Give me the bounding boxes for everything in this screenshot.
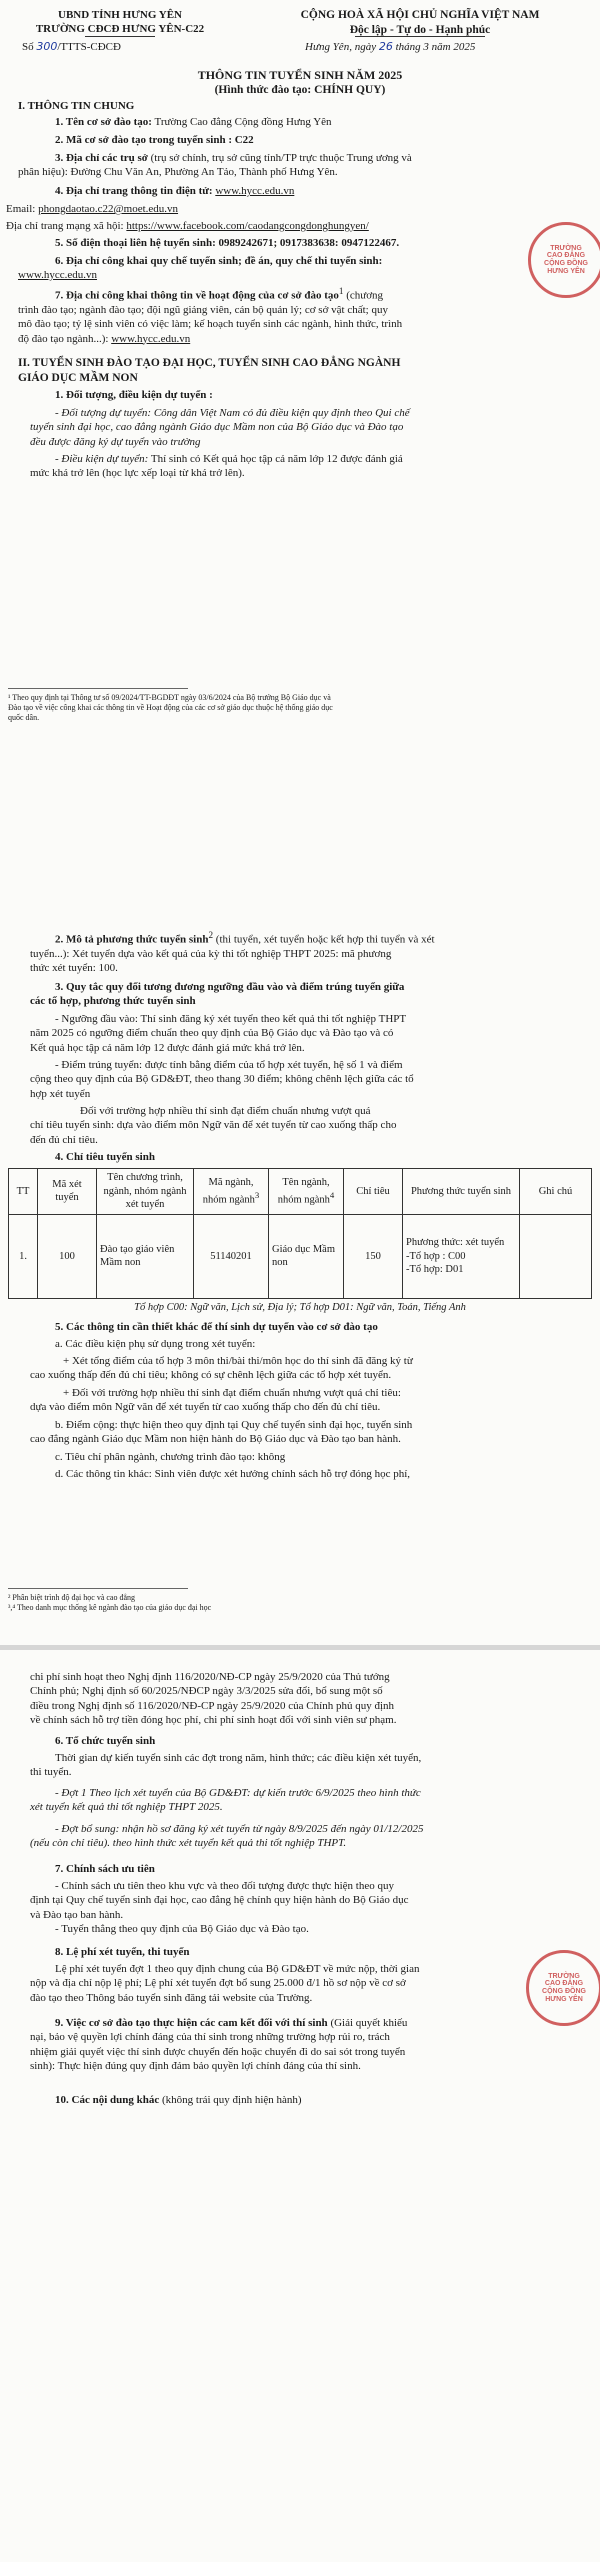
p2-line-1: chi phí sinh hoạt theo Nghị định 116/2020/NĐ-CP ngày 25/9/2020 của Thủ tướng bbox=[30, 1671, 390, 1683]
s2-line-1: (thi tuyển, xét tuyển hoặc kết hợp thi tuyển và xét bbox=[213, 933, 435, 946]
table-row bbox=[9, 1214, 592, 1298]
s6-round-1 bbox=[30, 1786, 583, 1815]
cell-quota: 150 bbox=[344, 1214, 403, 1298]
stamp-line-1: TRƯỜNG bbox=[550, 244, 582, 252]
nation-line-2: Độc lập - Tự do - Hạnh phúc bbox=[349, 23, 491, 36]
item-1-value: Trường Cao đẳng Cộng đồng Hưng Yên bbox=[151, 116, 332, 128]
section-1-item-2: 2. Mã cơ sở đào tạo trong tuyển sinh : C22 bbox=[55, 134, 254, 146]
s10-value: (không trái quy định hiện hành) bbox=[159, 2094, 302, 2106]
item-7-label: 7. Địa chỉ công khai thông tin về hoạt động của cơ sở đào tạo bbox=[55, 289, 339, 302]
section-1-item-7 bbox=[18, 286, 583, 346]
s3-score bbox=[30, 1058, 583, 1101]
s3-p1-line-1: - Ngưỡng đầu vào: Thí sinh đăng ký xét tuyển theo kết quả thi tốt nghiệp THPT bbox=[55, 1013, 407, 1025]
s10-label: 10. Các nội dung khác bbox=[55, 2094, 160, 2106]
doc-title: THÔNG TIN TUYỂN SINH NĂM 2025 bbox=[197, 68, 403, 82]
s5-a: a. Các điều kiện phụ sử dụng trong xét tuyển: bbox=[55, 1338, 256, 1350]
item-4-label: 4. Địa chỉ trang thông tin điện tử: bbox=[55, 185, 216, 197]
date-suffix: tháng 3 năm 2025 bbox=[395, 41, 476, 53]
doc-number bbox=[22, 40, 222, 54]
s3-tiebreak bbox=[30, 1104, 583, 1147]
s2-method bbox=[30, 930, 583, 976]
social-line bbox=[6, 219, 369, 233]
s1-objects-line-3: đều được đăng ký dự tuyển vào trường bbox=[30, 435, 201, 448]
cell-note bbox=[520, 1214, 592, 1298]
s6-round-extra bbox=[30, 1822, 583, 1851]
table-header-row bbox=[9, 1169, 592, 1215]
org-name bbox=[20, 8, 220, 37]
s5-a2-line-1: + Đối với trường hợp nhiều thí sinh đạt điểm chuẩn nhưng vượt quá chỉ tiêu: bbox=[63, 1387, 401, 1399]
footnote-separator-2 bbox=[8, 1588, 188, 1589]
s8-heading: 8. Lệ phí xét tuyển, thi tuyển bbox=[55, 1946, 190, 1958]
s3-p1-line-3: Kết quả học tập cả năm lớp 12 được đánh giá mức khá trở lên. bbox=[30, 1041, 305, 1054]
th-major-code bbox=[194, 1169, 269, 1215]
s9-body bbox=[30, 2016, 583, 2073]
doc-subtitle: (Hình thức đào tạo: CHÍNH QUY) bbox=[214, 84, 386, 96]
combo-note: Tổ hợp C00: Ngữ văn, Lịch sử, Địa lý; Tổ hợp D01: Ngữ văn, Toán, Tiếng Anh bbox=[9, 1298, 592, 1316]
date-handwritten: 26 bbox=[378, 40, 393, 53]
section-2-heading bbox=[18, 356, 583, 386]
stamp2-line-3: CỘNG ĐỒNG bbox=[542, 1988, 586, 1995]
section-1-item-3 bbox=[18, 151, 583, 180]
footnote-2 bbox=[8, 1593, 583, 1613]
s9-line-3: nhiệm giải quyết việc thí sinh được chuyển đến hoặc chuyển đi do sai sót trong tuyển bbox=[30, 2045, 406, 2058]
section-1-heading: I. THÔNG TIN CHUNG bbox=[18, 100, 135, 112]
table-note-row bbox=[9, 1298, 592, 1316]
item-7-line-1: (chương bbox=[343, 289, 384, 302]
th-program: Tên chương trình, ngành, nhóm ngành xét tuyển bbox=[97, 1169, 194, 1215]
item-1-label: 1. Tên cơ sở đào tạo: bbox=[55, 116, 152, 128]
facebook-link[interactable]: https://www.facebook.com/caodangcongdonghungyen/ bbox=[126, 220, 369, 232]
s4-heading: 4. Chỉ tiêu tuyển sinh bbox=[55, 1151, 155, 1163]
s8-line-2: nộp và địa chỉ nộp lệ phí; Lệ phí xét tuyển đợt bổ sung 25.000 đ/1 hồ sơ nộp về cơ sở bbox=[30, 1977, 406, 1990]
s9-line-4: sinh): Thực hiện đúng quy định đảm bảo quyền lợi chính đáng của thí sinh. bbox=[30, 2059, 361, 2072]
section-2-heading-line-2: GIÁO DỤC MẦM NON bbox=[18, 371, 138, 384]
s6-intro bbox=[30, 1751, 583, 1780]
s1-conditions-label: - Điều kiện dự tuyển: bbox=[55, 453, 149, 465]
s3-heading bbox=[30, 980, 583, 1009]
item-3-line-2: phân hiệu): Đường Chu Văn An, Phường An Tảo, Thành phố Hưng Yên. bbox=[18, 166, 338, 179]
p2-line-3: điều trong Nghị định số 116/2020/NĐ-CP ngày 25/9/2020 của Chính phủ quy định bbox=[30, 1699, 395, 1712]
s5-c: c. Tiêu chí phân ngành, chương trình đào tạo: không bbox=[55, 1451, 286, 1463]
s3-p3-line-1: Đối với trường hợp nhiều thí sinh đạt điểm chuẩn nhưng vượt quá bbox=[80, 1105, 371, 1117]
s2-label: 2. Mô tả phương thức tuyển sinh bbox=[55, 933, 209, 946]
s6-round-1-line-1: - Đợt 1 Theo lịch xét tuyển của Bộ GD&ĐT: dự kiến trước 6/9/2025 theo hình thức bbox=[55, 1787, 421, 1799]
section-1-item-6: 6. Địa chỉ công khai quy chế tuyển sinh; đề án, quy chế thi tuyển sinh: bbox=[55, 255, 383, 267]
th-major-name bbox=[269, 1169, 344, 1215]
s1-objects bbox=[30, 406, 583, 449]
method-line-2: -Tổ hợp : C00 bbox=[406, 1250, 466, 1262]
s7-heading: 7. Chính sách ưu tiên bbox=[55, 1863, 155, 1875]
email-link[interactable]: phongdaotao.c22@moet.edu.vn bbox=[38, 203, 179, 215]
item-5-phones: 0989242671; 0917383638: 0947122467. bbox=[218, 237, 400, 249]
issue-date bbox=[305, 40, 585, 54]
s7-line-1: - Chính sách ưu tiên theo khu vực và theo đối tượng được thực hiện theo quy bbox=[55, 1880, 394, 1892]
method-line-1: Phương thức: xét tuyển bbox=[406, 1236, 505, 1248]
footnote-2-line-1: ² Phân biệt trình độ đại học và cao đẳng bbox=[8, 1593, 136, 1602]
org-line-2: TRƯỜNG CĐCĐ HƯNG YÊN-C22 bbox=[35, 23, 205, 36]
s1-heading: 1. Đối tượng, điều kiện dự tuyển : bbox=[55, 389, 213, 401]
s1-conditions bbox=[30, 452, 583, 481]
item-6-link[interactable]: www.hycc.edu.vn bbox=[18, 269, 98, 281]
s5-b-line-2: cao đẳng ngành Giáo dục Mầm non hiện hành do Bộ Giáo dục và Đào tạo ban hành. bbox=[30, 1433, 401, 1446]
p2-line-4: về chính sách hỗ trợ tiền đóng học phí, chi phí sinh hoạt đối với sinh viên sư phạm. bbox=[30, 1713, 397, 1726]
stamp2-line-4: HƯNG YÊN bbox=[545, 1995, 583, 2003]
footnote-1 bbox=[8, 693, 583, 723]
s2-line-3: thức xét tuyển: 100. bbox=[30, 962, 118, 975]
footnote-2-line-2: ³,⁴ Theo danh mục thống kê ngành đào tạo của giáo dục đại học bbox=[8, 1603, 212, 1612]
th-note: Ghi chú bbox=[520, 1169, 592, 1215]
doc-number-handwritten: 300 bbox=[36, 40, 58, 53]
s3-p3-line-2: chỉ tiêu tuyển sinh: dựa vào điểm môn Ngữ văn để xét tuyển từ cao xuống thấp cho bbox=[30, 1119, 397, 1132]
s5-a2 bbox=[30, 1386, 583, 1415]
stamp2-line-2: CAO ĐẲNG bbox=[544, 1980, 584, 1988]
s6-line-2: thi tuyển. bbox=[30, 1766, 72, 1779]
s5-a1-line-1: + Xét tổng điểm của tổ hợp 3 môn thi/bài thi/môn học do thí sinh đã đăng ký từ bbox=[63, 1355, 413, 1367]
s1-conditions-line-2: mức khá trở lên (học lực xếp loại từ khá trở lên). bbox=[30, 467, 245, 480]
official-stamp bbox=[528, 222, 600, 298]
section-1-item-1 bbox=[55, 115, 575, 129]
s7-body bbox=[30, 1879, 583, 1936]
method-line-3: -Tổ hợp: D01 bbox=[406, 1264, 464, 1276]
s1-objects-line-2: tuyển sinh đại học, cao đẳng ngành Giáo dục Mầm non của Bộ Giáo dục và Đào tạo bbox=[30, 421, 404, 434]
stamp-line-3: CỘNG ĐỒNG bbox=[544, 260, 588, 267]
stamp-line-2: CAO ĐẲNG bbox=[546, 252, 586, 260]
s3-p2-line-2: cộng theo quy định của Bộ GD&ĐT, theo thang 30 điểm; không chênh lệch giữa các tổ bbox=[30, 1073, 414, 1086]
s2-line-2: tuyển...): Xét tuyển dựa vào kết quả của kỳ thi tốt nghiệp THPT 2025: mã phương bbox=[30, 947, 392, 960]
org-underline bbox=[85, 36, 155, 37]
cell-code: 100 bbox=[38, 1214, 97, 1298]
s3-p2-line-3: hợp xét tuyển bbox=[30, 1087, 91, 1100]
s3-heading-line-1: 3. Quy tắc quy đổi tương đương ngưỡng đầu vào và điểm trúng tuyển giữa bbox=[55, 981, 405, 993]
s5-b bbox=[30, 1418, 583, 1447]
cell-tt: 1. bbox=[9, 1214, 38, 1298]
s6-heading: 6. Tổ chức tuyển sinh bbox=[55, 1735, 156, 1747]
doc-number-prefix: Số bbox=[22, 41, 34, 53]
s9-label: 9. Việc cơ sở đào tạo thực hiện các cam kết đối với thí sinh bbox=[55, 2017, 328, 2029]
s8-line-3: đào tạo theo Thông báo tuyển sinh đăng tải website của Trường. bbox=[30, 1991, 313, 2004]
item-5-label: 5. Số điện thoại liên hệ tuyển sinh: bbox=[55, 237, 219, 249]
s9-line-2: nại, bảo vệ quyền lợi chính đáng của thí sinh trong những trường hợp rủi ro, trách bbox=[30, 2031, 390, 2044]
official-stamp-page-2 bbox=[526, 1950, 600, 2026]
footnote-ref-1: 1 bbox=[338, 286, 344, 296]
s5-heading: 5. Các thông tin cần thiết khác để thí sinh dự tuyển vào cơ sở đào tạo bbox=[55, 1321, 378, 1333]
item-7-line-2: trình đào tạo; ngành đào tạo; đội ngũ giảng viên, cán bộ quản lý; cơ sở vật chất; quy bbox=[18, 303, 388, 316]
th-code: Mã xét tuyển bbox=[38, 1169, 97, 1215]
cell-major-code: 51140201 bbox=[194, 1214, 269, 1298]
cell-method bbox=[403, 1214, 520, 1298]
th-tt: TT bbox=[9, 1169, 38, 1215]
nation-motto bbox=[255, 8, 585, 38]
footnote-ref-4: 4 bbox=[329, 1189, 335, 1200]
th-major-name-label: Tên ngành, nhóm ngành bbox=[277, 1177, 330, 1206]
nation-line-1: CỘNG HOÀ XÃ HỘI CHỦ NGHĨA VIỆT NAM bbox=[300, 9, 540, 21]
s5-b-line-1: b. Điểm cộng: thực hiện theo quy định tại Quy chế tuyển sinh đại học, tuyển sinh bbox=[55, 1419, 413, 1431]
footnote-1-line-3: quốc dân. bbox=[8, 713, 40, 722]
item-3-line-1: (trụ sở chính, trụ sở cũng tỉnh/TP trực thuộc Trung ương và bbox=[147, 152, 412, 164]
s3-p2-line-1: - Điểm trúng tuyển: được tính bằng điểm của tổ hợp xét tuyển, hệ số 1 và điểm bbox=[55, 1059, 403, 1071]
s3-p3-line-3: đến đủ chỉ tiêu. bbox=[30, 1133, 98, 1146]
footnote-ref-2: 2 bbox=[208, 930, 214, 940]
s5-a1 bbox=[30, 1354, 583, 1383]
s8-line-1: Lệ phí xét tuyển đợt 1 theo quy định chung của Bộ GD&ĐT về mức nộp, thời gian bbox=[55, 1963, 420, 1975]
s7-line-4: - Tuyển thẳng theo quy định của Bộ Giáo dục và Đào tạo. bbox=[55, 1922, 309, 1935]
org-line-1: UBND TỈNH HƯNG YÊN bbox=[58, 9, 182, 21]
s6-round-extra-line-1: - Đợt bổ sung: nhận hồ sơ đăng ký xét tuyển từ ngày 8/9/2025 đến ngày 01/12/2025 bbox=[55, 1823, 424, 1835]
section-1-item-5 bbox=[55, 236, 399, 250]
s3-threshold bbox=[30, 1012, 583, 1055]
s3-p1-line-2: năm 2025 có ngưỡng điểm chuẩn theo quy định của Bộ Giáo dục và Đào tạo và có bbox=[30, 1027, 394, 1040]
item-3-label: 3. Địa chỉ các trụ sở bbox=[55, 152, 148, 164]
section-1-item-4 bbox=[55, 184, 294, 198]
s1-objects-line-1: - Đối tượng dự tuyển: Công dân Việt Nam có đủ điều kiện quy định theo Qui chế bbox=[55, 407, 410, 419]
s7-line-3: và Đào tạo ban hành. bbox=[30, 1908, 124, 1921]
s5-a2-line-2: dựa vào điểm môn Ngữ văn để xét tuyển từ cao xuống thấp cho đến đủ chỉ tiêu. bbox=[30, 1401, 381, 1414]
footnote-1-line-2: Đào tạo về việc công khai các thông tin về Hoạt động của các cơ sở giáo dục thuộc hệ thống giáo dục bbox=[8, 703, 333, 712]
document-page-2 bbox=[0, 1650, 600, 2562]
s10-line bbox=[55, 2093, 302, 2107]
motto-underline bbox=[355, 36, 485, 37]
s5-a1-line-2: cao xuống thấp đến đủ chỉ tiêu; không có sự chênh lệch giữa các tổ hợp xét tuyển. bbox=[30, 1369, 392, 1382]
website-link[interactable]: www.hycc.edu.vn bbox=[215, 185, 295, 197]
s3-heading-line-2: các tổ hợp, phương thức tuyển sinh bbox=[30, 995, 196, 1008]
footnote-ref-3: 3 bbox=[254, 1189, 260, 1200]
doc-number-suffix: /TTTS-CĐCĐ bbox=[57, 41, 121, 53]
item-7-link[interactable]: www.hycc.edu.vn bbox=[111, 332, 191, 345]
s6-line-1: Thời gian dự kiến tuyển sinh các đợt trong năm, hình thức; các điều kiện xét tuyển, bbox=[55, 1752, 422, 1764]
s8-body bbox=[30, 1962, 583, 2005]
cell-major-name: Giáo dục Mầm non bbox=[269, 1214, 344, 1298]
p2-line-2: Chính phủ; Nghị định số 60/2025/NĐCP ngày 3/3/2025 sửa đổi, bổ sung một số bbox=[30, 1685, 383, 1698]
s6-round-1-line-2: xét tuyển kết quả thi tốt nghiệp THPT 2025. bbox=[30, 1801, 223, 1814]
th-method: Phương thức tuyển sinh bbox=[403, 1169, 520, 1215]
quota-table bbox=[8, 1168, 592, 1317]
section-2-heading-line-1: II. TUYỂN SINH ĐÀO TẠO ĐẠI HỌC, TUYỂN SINH CAO ĐẲNG NGÀNH bbox=[18, 357, 401, 369]
item-7-line-4: độ đào tạo ngành...): bbox=[18, 332, 112, 345]
s7-line-2: định tại Quy chế tuyển sinh đại học, cao đẳng hệ chính quy hiện hành do Bộ Giáo dục bbox=[30, 1894, 409, 1907]
date-prefix: Hưng Yên, ngày bbox=[305, 41, 377, 53]
social-label: Địa chỉ trang mạng xã hội: bbox=[6, 220, 127, 232]
item-7-line-3: mô đào tạo; tỷ lệ sinh viên có việc làm; kế hoạch tuyển sinh các ngành, hình thức, trình bbox=[18, 318, 403, 331]
p2-continuation bbox=[30, 1670, 583, 1727]
email-label: Email: bbox=[6, 203, 39, 215]
stamp-line-4: HƯNG YÊN bbox=[547, 267, 585, 275]
footnote-1-line-1: ¹ Theo quy định tại Thông tư số 09/2024/TT-BGDĐT ngày 03/6/2024 của Bộ trưởng Bộ Giáo dục và bbox=[8, 693, 331, 702]
th-quota: Chỉ tiêu bbox=[344, 1169, 403, 1215]
stamp2-line-1: TRƯỜNG bbox=[548, 1972, 580, 1980]
s1-conditions-line-1: Thí sinh có Kết quả học tập cả năm lớp 12 được đánh giá bbox=[148, 453, 403, 465]
email-line bbox=[6, 202, 178, 216]
s9-line-1: (Giải quyết khiếu bbox=[327, 2017, 408, 2029]
footnote-separator-1 bbox=[8, 688, 188, 689]
cell-program: Đào tạo giáo viên Mầm non bbox=[97, 1214, 194, 1298]
th-major-code-label: Mã ngành, nhóm ngành bbox=[202, 1177, 255, 1206]
s6-round-extra-line-2: (nếu còn chỉ tiêu). theo hình thức xét tuyển kết quả thi tốt nghiệp THPT. bbox=[30, 1837, 347, 1850]
s5-d: d. Các thông tin khác: Sinh viên được xét hưởng chính sách hỗ trợ đóng học phí, bbox=[55, 1468, 411, 1480]
